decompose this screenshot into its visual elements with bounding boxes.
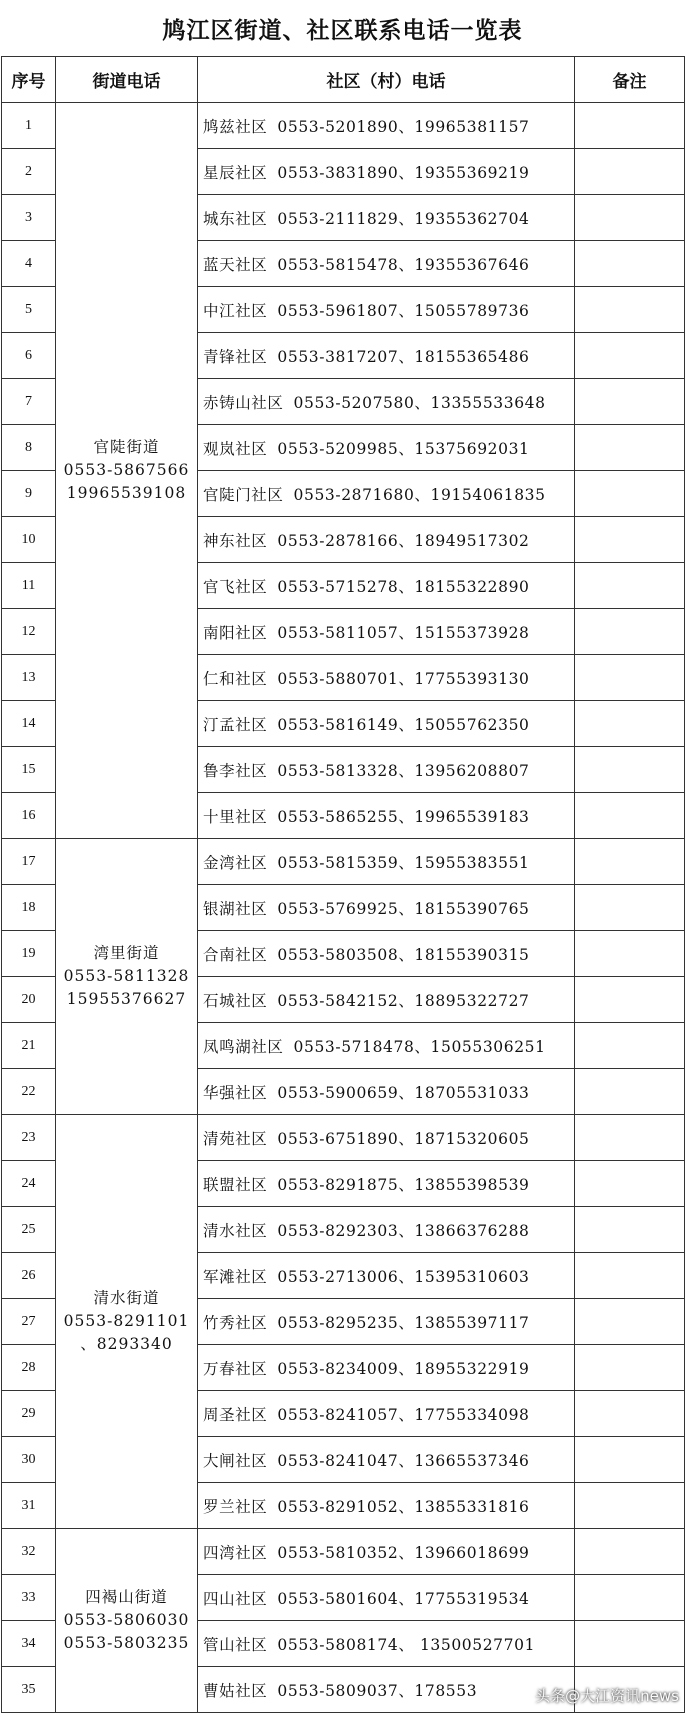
table-body <box>2 103 685 1713</box>
community-cell <box>198 1299 575 1345</box>
community-name: 汀孟社区 <box>203 715 268 734</box>
community-name: 竹秀社区 <box>203 1313 268 1332</box>
community-cell <box>198 333 575 379</box>
community-name: 赤铸山社区 <box>203 393 284 412</box>
community-cell <box>198 1391 575 1437</box>
row-number: 13 <box>2 655 56 701</box>
note-cell <box>575 885 685 931</box>
note-cell <box>575 333 685 379</box>
watermark: 头条@大江资讯news <box>535 1686 679 1705</box>
street-phone: 19965539108 <box>66 484 187 502</box>
community-name: 官飞社区 <box>203 577 268 596</box>
community-phone: 0553-5880701、17755393130 <box>277 669 530 688</box>
community-name: 金湾社区 <box>203 853 268 872</box>
community-phone: 0553-2111829、19355362704 <box>277 209 530 228</box>
community-name: 观岚社区 <box>203 439 268 458</box>
row-number: 20 <box>2 977 56 1023</box>
note-cell <box>575 655 685 701</box>
row-number: 8 <box>2 425 56 471</box>
community-cell <box>198 1207 575 1253</box>
row-number: 22 <box>2 1069 56 1115</box>
note-cell <box>575 1161 685 1207</box>
community-phone: 0553-5811057、15155373928 <box>277 623 530 642</box>
row-number: 30 <box>2 1437 56 1483</box>
community-name: 军滩社区 <box>203 1267 268 1286</box>
note-cell <box>575 1253 685 1299</box>
row-number: 34 <box>2 1621 56 1667</box>
note-cell <box>575 471 685 517</box>
row-number: 15 <box>2 747 56 793</box>
note-cell <box>575 1069 685 1115</box>
note-cell <box>575 241 685 287</box>
community-cell <box>198 1115 575 1161</box>
row-number: 28 <box>2 1345 56 1391</box>
street-phone: 0553-5867566 <box>63 461 190 479</box>
row-number: 1 <box>2 103 56 149</box>
community-cell <box>198 287 575 333</box>
community-name: 联盟社区 <box>203 1175 268 1194</box>
community-cell <box>198 977 575 1023</box>
row-number: 21 <box>2 1023 56 1069</box>
street-cell <box>56 1115 198 1529</box>
community-cell <box>198 1161 575 1207</box>
table-row <box>2 839 685 885</box>
community-cell <box>198 1575 575 1621</box>
community-name: 官陡门社区 <box>203 485 284 504</box>
community-name: 清水社区 <box>203 1221 268 1240</box>
street-phone: 15955376627 <box>66 990 187 1008</box>
community-name: 合南社区 <box>203 945 268 964</box>
community-cell <box>198 195 575 241</box>
community-phone: 0553-5816149、15055762350 <box>277 715 530 734</box>
community-phone: 0553-5900659、18705531033 <box>277 1083 530 1102</box>
note-cell <box>575 379 685 425</box>
community-name: 城东社区 <box>203 209 268 228</box>
community-cell <box>198 425 575 471</box>
street-phone: 0553-5811328 <box>63 967 190 985</box>
community-phone: 0553-2878166、18949517302 <box>277 531 530 550</box>
community-name: 四山社区 <box>203 1589 268 1608</box>
street-cell <box>56 839 198 1115</box>
community-cell <box>198 839 575 885</box>
community-cell <box>198 1253 575 1299</box>
page-title: 鸠江区街道、社区联系电话一览表 <box>162 16 523 44</box>
header-community: 社区（村）电话 <box>198 57 575 103</box>
community-phone: 0553-5801604、17755319534 <box>277 1589 530 1608</box>
street-name: 官陡街道 <box>93 438 160 456</box>
community-phone: 0553-5865255、19965539183 <box>277 807 530 826</box>
community-phone: 0553-5209985、15375692031 <box>277 439 530 458</box>
note-cell <box>575 149 685 195</box>
community-phone: 0553-8234009、18955322919 <box>277 1359 530 1378</box>
note-cell <box>575 1529 685 1575</box>
community-phone: 0553-8295235、13855397117 <box>277 1313 530 1332</box>
note-cell <box>575 1115 685 1161</box>
row-number: 11 <box>2 563 56 609</box>
row-number: 4 <box>2 241 56 287</box>
note-cell <box>575 1391 685 1437</box>
community-name: 银湖社区 <box>203 899 268 918</box>
community-phone: 0553-8291875、13855398539 <box>277 1175 530 1194</box>
row-number: 16 <box>2 793 56 839</box>
community-phone: 0553-2871680、19154061835 <box>293 485 546 504</box>
community-phone: 0553-8241057、17755334098 <box>277 1405 530 1424</box>
community-phone: 0553-5809037、178553 <box>277 1681 478 1700</box>
community-phone: 0553-5961807、15055789736 <box>277 301 530 320</box>
street-name: 清水街道 <box>93 1289 160 1307</box>
note-cell <box>575 1437 685 1483</box>
note-cell <box>575 425 685 471</box>
row-number: 33 <box>2 1575 56 1621</box>
note-cell <box>575 1023 685 1069</box>
community-cell <box>198 1437 575 1483</box>
row-number: 19 <box>2 931 56 977</box>
community-phone: 0553-5201890、19965381157 <box>277 117 530 136</box>
note-cell <box>575 931 685 977</box>
community-phone: 0553-8241047、13665537346 <box>277 1451 530 1470</box>
community-name: 鸠兹社区 <box>203 117 268 136</box>
community-cell <box>198 747 575 793</box>
table-row <box>2 103 685 149</box>
row-number: 12 <box>2 609 56 655</box>
row-number: 31 <box>2 1483 56 1529</box>
community-cell <box>198 563 575 609</box>
note-cell <box>575 977 685 1023</box>
community-name: 青锋社区 <box>203 347 268 366</box>
community-name: 星辰社区 <box>203 163 268 182</box>
community-name: 鲁李社区 <box>203 761 268 780</box>
community-cell <box>198 241 575 287</box>
row-number: 2 <box>2 149 56 195</box>
community-name: 凤鸣湖社区 <box>203 1037 284 1056</box>
community-phone: 0553-6751890、18715320605 <box>277 1129 530 1148</box>
note-cell <box>575 287 685 333</box>
row-number: 25 <box>2 1207 56 1253</box>
community-cell <box>198 655 575 701</box>
community-name: 蓝天社区 <box>203 255 268 274</box>
community-name: 四湾社区 <box>203 1543 268 1562</box>
community-phone: 0553-5813328、13956208807 <box>277 761 530 780</box>
note-cell <box>575 747 685 793</box>
community-cell <box>198 1345 575 1391</box>
community-cell <box>198 931 575 977</box>
row-number: 32 <box>2 1529 56 1575</box>
row-number: 23 <box>2 1115 56 1161</box>
note-cell <box>575 1299 685 1345</box>
contact-table <box>1 56 685 1713</box>
community-name: 神东社区 <box>203 531 268 550</box>
row-number: 18 <box>2 885 56 931</box>
community-cell <box>198 609 575 655</box>
header-note: 备注 <box>575 57 685 103</box>
street-name: 湾里街道 <box>93 944 160 962</box>
note-cell <box>575 701 685 747</box>
note-cell <box>575 1345 685 1391</box>
row-number: 10 <box>2 517 56 563</box>
street-cell <box>56 1529 198 1713</box>
community-name: 仁和社区 <box>203 669 268 688</box>
community-cell <box>198 885 575 931</box>
note-cell <box>575 609 685 655</box>
community-name: 石城社区 <box>203 991 268 1010</box>
community-phone: 0553-5808174、 13500527701 <box>277 1635 536 1654</box>
community-cell <box>198 103 575 149</box>
community-cell <box>198 379 575 425</box>
row-number: 26 <box>2 1253 56 1299</box>
street-name: 四褐山街道 <box>85 1588 168 1606</box>
community-name: 中江社区 <box>203 301 268 320</box>
street-phone: 、8293340 <box>80 1335 173 1353</box>
note-cell <box>575 1575 685 1621</box>
community-name: 华强社区 <box>203 1083 268 1102</box>
community-phone: 0553-5815359、15955383551 <box>277 853 530 872</box>
row-number: 9 <box>2 471 56 517</box>
street-cell <box>56 103 198 839</box>
table-row <box>2 1115 685 1161</box>
row-number: 17 <box>2 839 56 885</box>
community-name: 大闸社区 <box>203 1451 268 1470</box>
row-number: 6 <box>2 333 56 379</box>
row-number: 3 <box>2 195 56 241</box>
note-cell <box>575 103 685 149</box>
community-cell <box>198 471 575 517</box>
community-cell <box>198 517 575 563</box>
row-number: 29 <box>2 1391 56 1437</box>
street-phone: 0553-8291101 <box>63 1312 190 1330</box>
note-cell <box>575 1207 685 1253</box>
row-number: 35 <box>2 1667 56 1713</box>
community-phone: 0553-5715278、18155322890 <box>277 577 530 596</box>
note-cell <box>575 195 685 241</box>
row-number: 14 <box>2 701 56 747</box>
community-cell <box>198 149 575 195</box>
community-name: 管山社区 <box>203 1635 268 1654</box>
community-name: 曹姑社区 <box>203 1681 268 1700</box>
community-cell <box>198 701 575 747</box>
community-phone: 0553-5810352、13966018699 <box>277 1543 530 1562</box>
community-phone: 0553-5803508、18155390315 <box>277 945 530 964</box>
community-phone: 0553-3817207、18155365486 <box>277 347 530 366</box>
community-cell <box>198 1621 575 1667</box>
note-cell <box>575 517 685 563</box>
row-number: 5 <box>2 287 56 333</box>
community-name: 南阳社区 <box>203 623 268 642</box>
community-cell <box>198 1069 575 1115</box>
row-number: 7 <box>2 379 56 425</box>
community-name: 万春社区 <box>203 1359 268 1378</box>
row-number: 24 <box>2 1161 56 1207</box>
community-phone: 0553-5815478、19355367646 <box>277 255 530 274</box>
community-cell <box>198 1529 575 1575</box>
header-seq: 序号 <box>2 57 56 103</box>
note-cell <box>575 1621 685 1667</box>
header-street: 街道电话 <box>56 57 198 103</box>
street-phone: 0553-5806030 <box>63 1611 190 1629</box>
community-phone: 0553-5769925、18155390765 <box>277 899 530 918</box>
note-cell <box>575 793 685 839</box>
row-number: 27 <box>2 1299 56 1345</box>
community-cell <box>198 1483 575 1529</box>
community-phone: 0553-8292303、13866376288 <box>277 1221 530 1240</box>
community-name: 十里社区 <box>203 807 268 826</box>
community-name: 周圣社区 <box>203 1405 268 1424</box>
table-header-row <box>2 57 685 103</box>
note-cell <box>575 839 685 885</box>
community-phone: 0553-5718478、15055306251 <box>293 1037 546 1056</box>
community-cell <box>198 1023 575 1069</box>
community-cell <box>198 793 575 839</box>
community-phone: 0553-5842152、18895322727 <box>277 991 530 1010</box>
table-row <box>2 1529 685 1575</box>
note-cell <box>575 563 685 609</box>
note-cell <box>575 1483 685 1529</box>
community-phone: 0553-5207580、13355533648 <box>293 393 546 412</box>
street-phone: 0553-5803235 <box>63 1634 190 1652</box>
community-phone: 0553-2713006、15395310603 <box>277 1267 530 1286</box>
community-phone: 0553-3831890、19355369219 <box>277 163 530 182</box>
community-phone: 0553-8291052、13855331816 <box>277 1497 530 1516</box>
community-name: 罗兰社区 <box>203 1497 268 1516</box>
community-name: 清苑社区 <box>203 1129 268 1148</box>
